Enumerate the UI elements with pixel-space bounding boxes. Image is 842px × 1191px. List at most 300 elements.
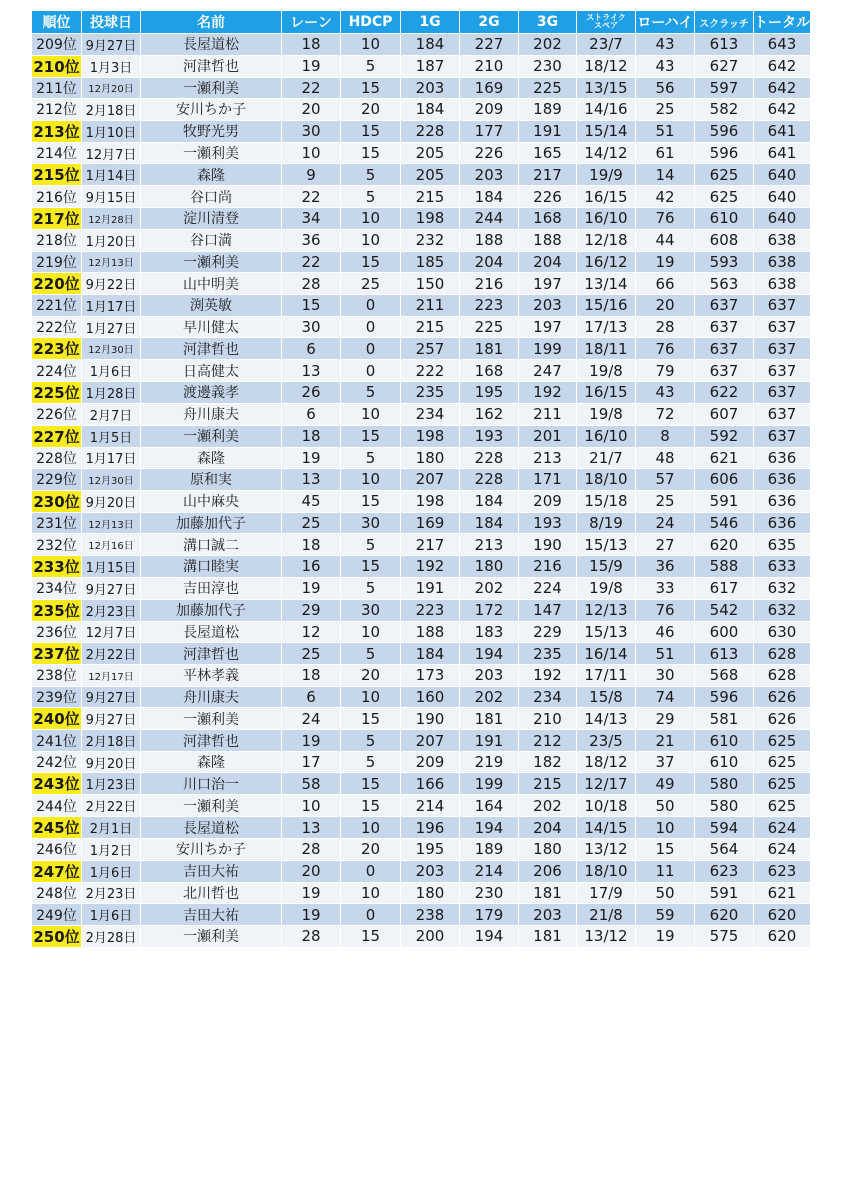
scratch-cell: 596 [695,687,753,709]
lane-cell: 19 [282,904,340,926]
rank-cell: 210位 [33,57,80,76]
date-cell: 1月5日 [82,426,140,448]
game-2-cell: 164 [460,795,518,817]
hdcp-cell: 5 [341,534,400,556]
game-2-cell: 216 [460,273,518,295]
scratch-cell: 617 [695,578,753,600]
date-cell: 1月6日 [82,360,140,382]
game-1-cell: 184 [401,643,459,665]
table-row [32,34,810,56]
total-cell: 636 [754,491,810,513]
scratch-cell: 613 [695,643,753,665]
header-total: トータル [754,11,810,34]
hdcp-cell: 0 [341,861,400,883]
game-2-cell: 172 [460,600,518,622]
lane-cell: 16 [282,556,340,578]
low-high-cell: 74 [636,687,694,709]
strike-spare-cell: 16/15 [577,186,635,208]
date-cell: 12月17日 [82,665,140,687]
game-1-cell: 217 [401,534,459,556]
name-cell: 森隆 [141,164,281,186]
game-3-cell: 213 [519,448,576,470]
rank-cell: 223位 [33,340,80,359]
lane-cell: 6 [282,338,340,360]
game-2-cell: 203 [460,665,518,687]
table-row [32,469,810,491]
table-row [32,360,810,382]
date-cell: 1月28日 [82,382,140,404]
date-cell: 12月13日 [82,252,140,274]
date-cell: 1月15日 [82,556,140,578]
game-2-cell: 194 [460,643,518,665]
lane-cell: 19 [282,730,340,752]
game-1-cell: 215 [401,186,459,208]
table-row [32,861,810,883]
game-2-cell: 181 [460,338,518,360]
game-3-cell: 168 [519,208,576,230]
game-2-cell: 195 [460,382,518,404]
lane-cell: 58 [282,773,340,795]
scratch-cell: 622 [695,382,753,404]
table-row [32,426,810,448]
table-row [32,99,810,121]
low-high-cell: 43 [636,56,694,78]
lane-cell: 30 [282,317,340,339]
total-cell: 636 [754,513,810,535]
total-cell: 640 [754,164,810,186]
rank-cell: 245位 [33,819,80,838]
name-cell: 北川哲也 [141,883,281,905]
strike-spare-cell: 15/16 [577,295,635,317]
scratch-cell: 588 [695,556,753,578]
game-3-cell: 235 [519,643,576,665]
strike-spare-cell: 13/12 [577,926,635,948]
lane-cell: 15 [282,295,340,317]
table-row [32,578,810,600]
game-2-cell: 180 [460,556,518,578]
header-date: 投球日 [82,11,140,34]
name-cell: 一瀬利美 [141,252,281,274]
low-high-cell: 14 [636,164,694,186]
game-3-cell: 215 [519,773,576,795]
strike-spare-cell: 12/13 [577,600,635,622]
date-cell: 2月23日 [82,883,140,905]
low-high-cell: 33 [636,578,694,600]
game-3-cell: 197 [519,317,576,339]
strike-spare-cell: 12/17 [577,773,635,795]
total-cell: 625 [754,795,810,817]
strike-spare-cell: 12/18 [577,230,635,252]
date-cell: 12月28日 [82,208,140,230]
low-high-cell: 59 [636,904,694,926]
total-cell: 643 [754,34,810,56]
table-row [32,883,810,905]
game-2-cell: 199 [460,773,518,795]
strike-spare-cell: 14/15 [577,817,635,839]
name-cell: 安川ちか子 [141,99,281,121]
game-2-cell: 193 [460,426,518,448]
total-cell: 638 [754,252,810,274]
game-3-cell: 182 [519,752,576,774]
strike-spare-cell: 18/12 [577,752,635,774]
scratch-cell: 610 [695,752,753,774]
game-3-cell: 216 [519,556,576,578]
total-cell: 624 [754,839,810,861]
game-3-cell: 181 [519,926,576,948]
game-2-cell: 223 [460,295,518,317]
date-cell: 12月7日 [82,622,140,644]
name-cell: 谷口尚 [141,186,281,208]
strike-spare-cell: 17/13 [577,317,635,339]
lane-cell: 22 [282,186,340,208]
name-cell: 川口治一 [141,773,281,795]
game-1-cell: 200 [401,926,459,948]
date-cell: 2月22日 [82,795,140,817]
name-cell: 河津哲也 [141,730,281,752]
strike-spare-cell: 17/11 [577,665,635,687]
name-cell: 渡邊義孝 [141,382,281,404]
strike-spare-cell: 18/11 [577,338,635,360]
lane-cell: 6 [282,404,340,426]
game-3-cell: 210 [519,708,576,730]
strike-spare-cell: 16/14 [577,643,635,665]
game-1-cell: 234 [401,404,459,426]
name-cell: 吉田大祐 [141,904,281,926]
strike-spare-cell: 15/9 [577,556,635,578]
low-high-cell: 11 [636,861,694,883]
strike-spare-cell: 16/10 [577,208,635,230]
game-3-cell: 199 [519,338,576,360]
total-cell: 623 [754,861,810,883]
header-hdcp: HDCP [341,11,400,34]
name-cell: 溝口睦実 [141,556,281,578]
hdcp-cell: 10 [341,208,400,230]
lane-cell: 22 [282,78,340,100]
strike-spare-cell: 16/10 [577,426,635,448]
name-cell: 一瀬利美 [141,708,281,730]
total-cell: 637 [754,426,810,448]
scratch-cell: 564 [695,839,753,861]
game-1-cell: 184 [401,99,459,121]
hdcp-cell: 5 [341,752,400,774]
date-cell: 9月27日 [82,708,140,730]
game-1-cell: 196 [401,817,459,839]
low-high-cell: 44 [636,230,694,252]
low-high-cell: 48 [636,448,694,470]
total-cell: 638 [754,230,810,252]
hdcp-cell: 10 [341,883,400,905]
date-cell: 1月17日 [82,448,140,470]
total-cell: 637 [754,317,810,339]
rank-cell: 241位 [32,730,81,752]
hdcp-cell: 0 [341,904,400,926]
header-low-high: ローハイ [636,11,694,34]
lane-cell: 13 [282,360,340,382]
strike-spare-cell: 17/9 [577,883,635,905]
low-high-cell: 36 [636,556,694,578]
header-lane: レーン [282,11,340,34]
header-game-1: 1G [401,11,459,34]
date-cell: 1月14日 [82,164,140,186]
scratch-cell: 613 [695,34,753,56]
table-row [32,404,810,426]
game-3-cell: 180 [519,839,576,861]
hdcp-cell: 15 [341,556,400,578]
low-high-cell: 57 [636,469,694,491]
total-cell: 637 [754,360,810,382]
hdcp-cell: 5 [341,643,400,665]
game-3-cell: 226 [519,186,576,208]
rank-cell: 228位 [32,448,81,470]
low-high-cell: 46 [636,622,694,644]
scratch-cell: 637 [695,338,753,360]
game-3-cell: 224 [519,578,576,600]
strike-spare-cell: 10/18 [577,795,635,817]
game-3-cell: 203 [519,295,576,317]
strike-spare-cell: 15/8 [577,687,635,709]
scratch-cell: 596 [695,121,753,143]
game-3-cell: 225 [519,78,576,100]
hdcp-cell: 30 [341,513,400,535]
total-cell: 638 [754,273,810,295]
date-cell: 12月30日 [82,338,140,360]
header-name: 名前 [141,11,281,34]
strike-spare-cell: 14/13 [577,708,635,730]
name-cell: 吉田大祐 [141,861,281,883]
strike-spare-cell: 19/9 [577,164,635,186]
total-cell: 636 [754,448,810,470]
game-3-cell: 206 [519,861,576,883]
hdcp-cell: 15 [341,143,400,165]
game-2-cell: 191 [460,730,518,752]
game-1-cell: 191 [401,578,459,600]
hdcp-cell: 30 [341,600,400,622]
table-row [32,708,810,730]
name-cell: 長屋道松 [141,817,281,839]
date-cell: 2月18日 [82,730,140,752]
scratch-cell: 623 [695,861,753,883]
name-cell: 淀川清登 [141,208,281,230]
game-2-cell: 179 [460,904,518,926]
hdcp-cell: 25 [341,273,400,295]
date-cell: 2月7日 [82,404,140,426]
game-2-cell: 184 [460,491,518,513]
rank-cell: 238位 [32,665,81,687]
lane-cell: 18 [282,665,340,687]
game-1-cell: 211 [401,295,459,317]
rank-cell: 221位 [32,295,81,317]
game-3-cell: 171 [519,469,576,491]
strike-spare-cell: 16/12 [577,252,635,274]
name-cell: 加藤加代子 [141,600,281,622]
game-1-cell: 205 [401,143,459,165]
game-3-cell: 212 [519,730,576,752]
total-cell: 641 [754,143,810,165]
rank-cell: 216位 [32,186,81,208]
game-3-cell: 230 [519,56,576,78]
low-high-cell: 50 [636,795,694,817]
low-high-cell: 29 [636,708,694,730]
game-3-cell: 234 [519,687,576,709]
game-2-cell: 181 [460,708,518,730]
name-cell: 牧野光男 [141,121,281,143]
name-cell: 一瀬利美 [141,78,281,100]
date-cell: 1月20日 [82,230,140,252]
game-3-cell: 147 [519,600,576,622]
name-cell: 河津哲也 [141,643,281,665]
low-high-cell: 43 [636,382,694,404]
total-cell: 637 [754,404,810,426]
rank-cell: 214位 [32,143,81,165]
date-cell: 1月3日 [82,56,140,78]
low-high-cell: 27 [636,534,694,556]
scratch-cell: 568 [695,665,753,687]
hdcp-cell: 15 [341,491,400,513]
name-cell: 舟川康夫 [141,404,281,426]
hdcp-cell: 5 [341,448,400,470]
name-cell: 渕英敏 [141,295,281,317]
lane-cell: 9 [282,164,340,186]
game-1-cell: 198 [401,208,459,230]
scratch-cell: 591 [695,491,753,513]
name-cell: 一瀬利美 [141,426,281,448]
rank-cell: 224位 [32,360,81,382]
strike-spare-cell: 15/18 [577,491,635,513]
rank-cell: 230位 [33,492,80,511]
lane-cell: 25 [282,513,340,535]
hdcp-cell: 10 [341,34,400,56]
game-2-cell: 189 [460,839,518,861]
game-2-cell: 194 [460,817,518,839]
lane-cell: 17 [282,752,340,774]
game-1-cell: 203 [401,861,459,883]
rank-cell: 229位 [32,469,81,491]
name-cell: 安川ちか子 [141,839,281,861]
date-cell: 1月10日 [82,121,140,143]
game-3-cell: 247 [519,360,576,382]
name-cell: 河津哲也 [141,56,281,78]
hdcp-cell: 0 [341,295,400,317]
rank-cell: 227位 [33,427,80,446]
strike-spare-cell: 23/5 [577,730,635,752]
header-strike-label: ストライク [586,13,626,22]
game-1-cell: 222 [401,360,459,382]
lane-cell: 19 [282,448,340,470]
rank-cell: 217位 [33,209,80,228]
scratch-cell: 608 [695,230,753,252]
low-high-cell: 25 [636,491,694,513]
date-cell: 2月23日 [82,600,140,622]
total-cell: 630 [754,622,810,644]
hdcp-cell: 15 [341,926,400,948]
name-cell: 平林孝義 [141,665,281,687]
rank-cell: 248位 [32,883,81,905]
hdcp-cell: 10 [341,469,400,491]
game-2-cell: 162 [460,404,518,426]
strike-spare-cell: 14/16 [577,99,635,121]
game-3-cell: 192 [519,382,576,404]
lane-cell: 26 [282,382,340,404]
hdcp-cell: 15 [341,252,400,274]
game-3-cell: 193 [519,513,576,535]
game-1-cell: 184 [401,34,459,56]
table-row [32,904,810,926]
hdcp-cell: 10 [341,230,400,252]
game-1-cell: 209 [401,752,459,774]
game-1-cell: 169 [401,513,459,535]
hdcp-cell: 20 [341,665,400,687]
date-cell: 2月1日 [82,817,140,839]
date-cell: 9月27日 [82,687,140,709]
rank-cell: 243位 [33,775,80,794]
game-2-cell: 194 [460,926,518,948]
header-game-2: 2G [460,11,518,34]
game-3-cell: 202 [519,34,576,56]
game-2-cell: 214 [460,861,518,883]
game-1-cell: 192 [401,556,459,578]
hdcp-cell: 5 [341,186,400,208]
strike-spare-cell: 14/12 [577,143,635,165]
low-high-cell: 79 [636,360,694,382]
game-1-cell: 180 [401,883,459,905]
total-cell: 637 [754,295,810,317]
rank-cell: 242位 [32,752,81,774]
game-1-cell: 180 [401,448,459,470]
date-cell: 2月22日 [82,643,140,665]
table-row [32,295,810,317]
date-cell: 9月15日 [82,186,140,208]
rank-cell: 211位 [32,78,81,100]
table-row [32,556,810,578]
header-row [32,11,810,34]
game-3-cell: 190 [519,534,576,556]
game-2-cell: 219 [460,752,518,774]
ranking-table [31,11,811,948]
game-1-cell: 166 [401,773,459,795]
hdcp-cell: 5 [341,578,400,600]
hdcp-cell: 10 [341,687,400,709]
lane-cell: 20 [282,99,340,121]
name-cell: 一瀬利美 [141,143,281,165]
table-row [32,817,810,839]
game-3-cell: 211 [519,404,576,426]
rank-cell: 246位 [32,839,81,861]
game-2-cell: 202 [460,578,518,600]
low-high-cell: 8 [636,426,694,448]
low-high-cell: 76 [636,600,694,622]
rank-cell: 219位 [32,252,81,274]
table-row [32,534,810,556]
name-cell: 長屋道松 [141,34,281,56]
rank-cell: 213位 [33,122,80,141]
hdcp-cell: 0 [341,317,400,339]
lane-cell: 18 [282,534,340,556]
rank-cell: 233位 [33,557,80,576]
lane-cell: 29 [282,600,340,622]
total-cell: 628 [754,665,810,687]
strike-spare-cell: 15/13 [577,622,635,644]
total-cell: 642 [754,99,810,121]
total-cell: 625 [754,773,810,795]
game-1-cell: 188 [401,622,459,644]
game-2-cell: 230 [460,883,518,905]
hdcp-cell: 15 [341,773,400,795]
lane-cell: 6 [282,687,340,709]
name-cell: 吉田淳也 [141,578,281,600]
game-1-cell: 190 [401,708,459,730]
game-2-cell: 210 [460,56,518,78]
scratch-cell: 580 [695,773,753,795]
